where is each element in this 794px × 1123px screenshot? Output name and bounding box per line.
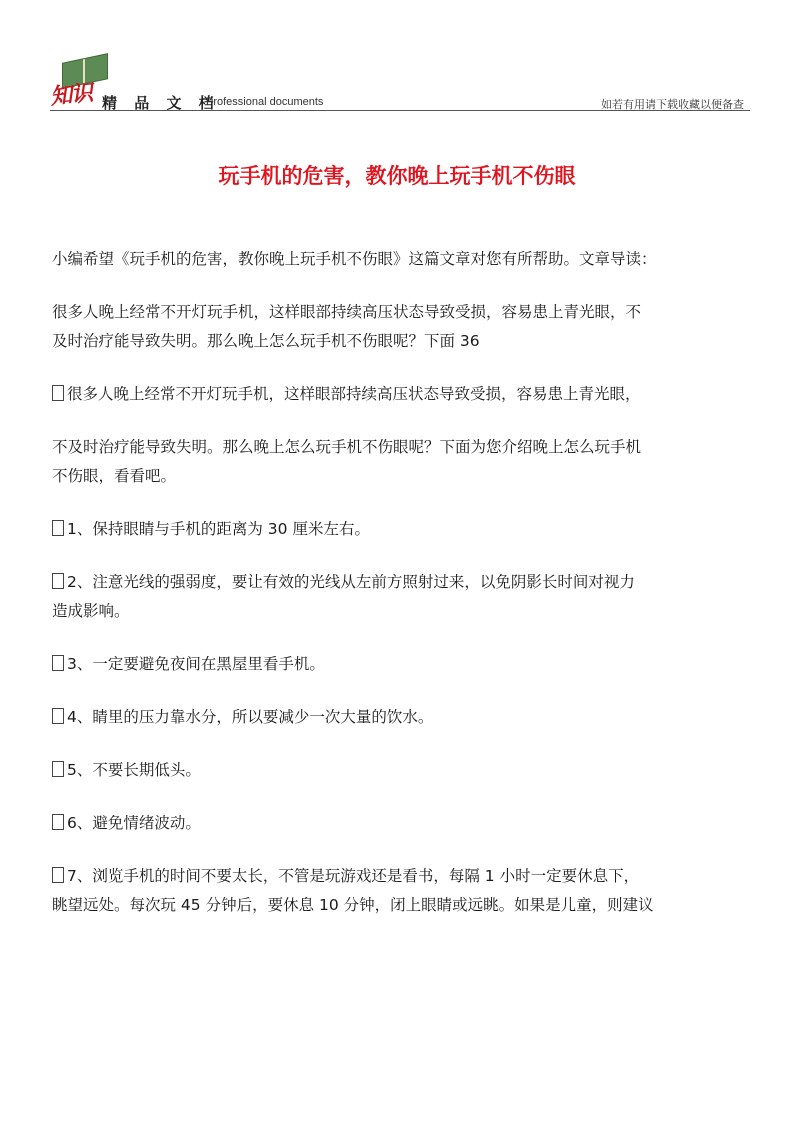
list-item: 1、保持眼睛与手机的距离为 30 厘米左右。 — [52, 515, 768, 544]
list-item: 4、睛里的压力靠水分，所以要减少一次大量的饮水。 — [52, 703, 768, 732]
logo-text: 知识 — [48, 79, 94, 111]
list-item: 6、避免情绪波动。 — [52, 809, 768, 838]
list-item: 5、不要长期低头。 — [52, 756, 768, 785]
header-title: 精 品 文 档 — [102, 94, 220, 112]
paragraph-line: 不及时治疗能导致失明。那么晚上怎么玩手机不伤眼呢？下面为您介绍晚上怎么玩手机 — [52, 438, 642, 456]
missing-glyph-icon — [52, 520, 64, 536]
paragraph-line: 不伤眼，看看吧。 — [52, 467, 177, 485]
missing-glyph-icon — [52, 761, 64, 777]
missing-glyph-icon — [52, 867, 64, 883]
header-divider — [50, 110, 750, 111]
list-item-continuation: 造成影响。 — [52, 602, 130, 620]
list-item: 2、注意光线的强弱度，要让有效的光线从左前方照射过来，以免阴影长时间对视力 — [52, 568, 768, 597]
page-header — [50, 52, 750, 112]
missing-glyph-icon — [52, 573, 64, 589]
missing-glyph-icon — [52, 385, 64, 401]
header-subtitle: Professional documents — [206, 96, 324, 108]
missing-glyph-icon — [52, 655, 64, 671]
missing-glyph-icon — [52, 708, 64, 724]
paragraph-line: 很多人晚上经常不开灯玩手机，这样眼部持续高压状态导致受损，容易患上青光眼， — [52, 380, 768, 409]
missing-glyph-icon — [52, 814, 64, 830]
list-item: 7、浏览手机的时间不要太长，不管是玩游戏还是看书，每隔 1 小时一定要休息下， — [52, 862, 768, 891]
header-note: 如若有用请下载收藏以便备查 — [601, 98, 744, 111]
document-body — [52, 245, 768, 944]
paragraph-line: 小编希望《玩手机的危害，教你晚上玩手机不伤眼》这篇文章对您有所帮助。文章导读： — [52, 250, 657, 268]
document-title: 玩手机的危害，教你晚上玩手机不伤眼 — [218, 164, 576, 188]
paragraph-line: 及时治疗能导致失明。那么晚上怎么玩手机不伤眼呢？下面 36 — [52, 332, 480, 350]
paragraph-line: 很多人晚上经常不开灯玩手机，这样眼部持续高压状态导致受损，容易患上青光眼，不 — [52, 303, 642, 321]
list-item: 3、一定要避免夜间在黑屋里看手机。 — [52, 650, 768, 679]
list-item-continuation: 眺望远处。每次玩 45 分钟后，要休息 10 分钟，闭上眼睛或远眺。如果是儿童，则建议 — [52, 896, 654, 914]
